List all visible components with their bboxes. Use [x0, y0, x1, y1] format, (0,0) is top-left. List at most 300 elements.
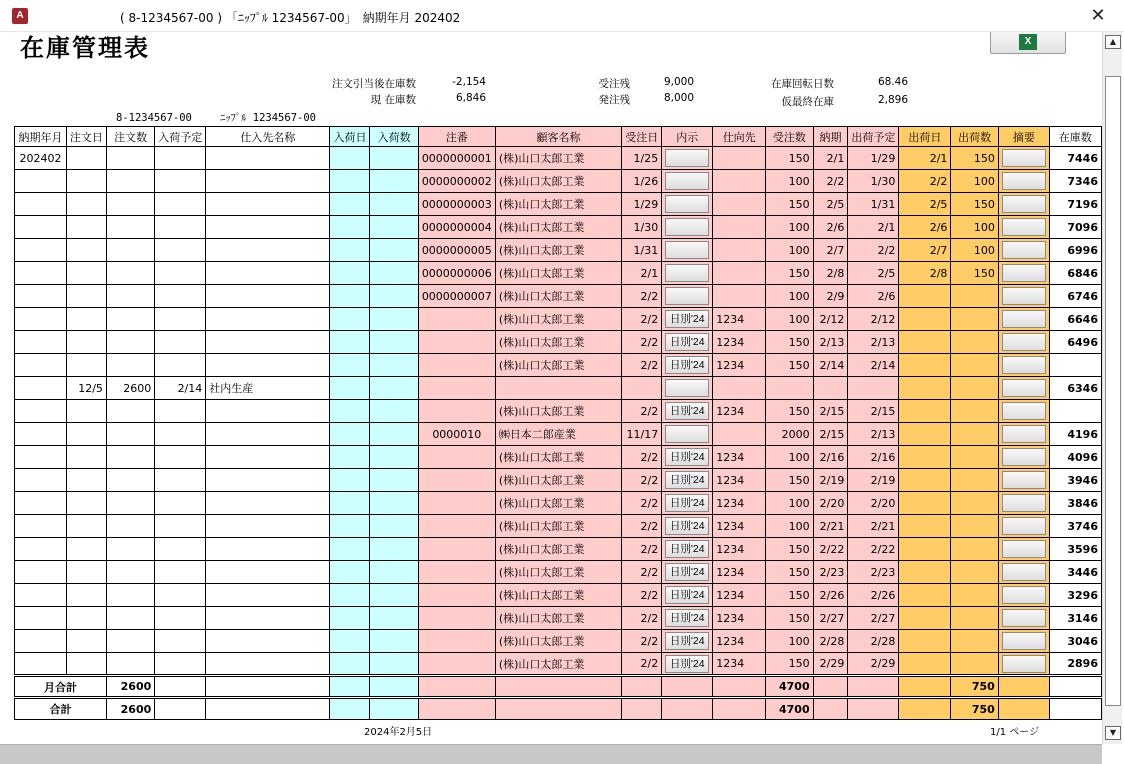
table-row — [15, 469, 1102, 492]
naiji-button[interactable] — [665, 379, 709, 397]
naiji-cell — [662, 446, 713, 469]
vertical-scrollbar[interactable] — [1102, 32, 1122, 744]
cell-stock: 2896 — [1049, 653, 1101, 676]
memo-cell — [998, 653, 1049, 676]
col-header: 仕向先 — [713, 127, 766, 147]
cell-jd: 2/2 — [622, 607, 662, 630]
cell-jq: 100 — [766, 446, 813, 469]
cell-chu — [418, 584, 495, 607]
col-header: 出荷数 — [951, 127, 998, 147]
cell-ym — [15, 584, 67, 607]
close-icon[interactable]: ✕ — [1090, 5, 1106, 26]
col-header: 注文日 — [66, 127, 106, 147]
naiji-cell — [662, 170, 713, 193]
empty-cell — [495, 698, 621, 720]
naiji-button[interactable] — [665, 195, 709, 213]
empty-cell — [418, 698, 495, 720]
naiji-button[interactable]: 日別'24 — [665, 586, 709, 604]
cell-ad — [330, 423, 370, 446]
naiji-button[interactable]: 日別'24 — [665, 310, 709, 328]
cell-od — [66, 607, 106, 630]
table-row — [15, 584, 1102, 607]
cell-ap — [155, 170, 206, 193]
naiji-button[interactable]: 日別'24 — [665, 563, 709, 581]
cell-sq — [951, 331, 998, 354]
memo-button[interactable] — [1002, 218, 1046, 236]
cell-ym — [15, 170, 67, 193]
cell-aq — [370, 239, 418, 262]
scroll-up-icon[interactable]: ▲ — [1105, 35, 1121, 49]
empty-cell — [622, 698, 662, 720]
cell-ym — [15, 193, 67, 216]
memo-button[interactable] — [1002, 494, 1046, 512]
memo-button[interactable] — [1002, 333, 1046, 351]
cell-dest: 1234 — [713, 584, 766, 607]
table-row — [15, 354, 1102, 377]
cell-stock: 6496 — [1049, 331, 1101, 354]
memo-button[interactable] — [1002, 586, 1046, 604]
table-row — [15, 561, 1102, 584]
cell-sd — [899, 492, 951, 515]
summary-value-order-backlog: 9,000 — [663, 76, 694, 88]
col-header: 在庫数 — [1049, 127, 1101, 147]
cell-aq — [370, 630, 418, 653]
cell-chu: 0000000002 — [418, 170, 495, 193]
cell-stock: 3146 — [1049, 607, 1101, 630]
cell-oq — [106, 193, 154, 216]
cell-stock: 3046 — [1049, 630, 1101, 653]
cell-od — [66, 446, 106, 469]
cell-dest — [713, 170, 766, 193]
cell-cust: (株)山口太郎工業 — [495, 446, 621, 469]
naiji-button[interactable] — [665, 241, 709, 259]
cell-sd: 2/5 — [899, 193, 951, 216]
cell-sup — [206, 354, 330, 377]
cell-ap — [155, 308, 206, 331]
memo-button[interactable] — [1002, 149, 1046, 167]
table-row — [15, 538, 1102, 561]
cell-sup — [206, 331, 330, 354]
memo-button[interactable] — [1002, 264, 1046, 282]
scroll-thumb[interactable] — [1105, 76, 1121, 706]
cell-oq — [106, 331, 154, 354]
empty-cell — [495, 676, 621, 698]
cell-sd — [899, 469, 951, 492]
cell-sq — [951, 285, 998, 308]
memo-cell — [998, 147, 1049, 170]
col-header: 注文数 — [106, 127, 154, 147]
cell-nouki: 2/23 — [813, 561, 848, 584]
cell-aq — [370, 515, 418, 538]
cell-chu: 0000000007 — [418, 285, 495, 308]
cell-sq: 100 — [951, 239, 998, 262]
cell-sy — [848, 377, 899, 400]
cell-sy: 2/21 — [848, 515, 899, 538]
table-row — [15, 308, 1102, 331]
naiji-button[interactable] — [665, 149, 709, 167]
cell-sup — [206, 446, 330, 469]
memo-button[interactable] — [1002, 356, 1046, 374]
cell-ym — [15, 377, 67, 400]
cell-stock: 3846 — [1049, 492, 1101, 515]
cell-sq — [951, 308, 998, 331]
naiji-button[interactable]: 日別'24 — [665, 540, 709, 558]
summary-label-provisional-final-stock: 仮最終在庫 — [781, 96, 834, 108]
memo-button[interactable] — [1002, 379, 1046, 397]
cell-nouki: 2/20 — [813, 492, 848, 515]
cell-oq — [106, 308, 154, 331]
naiji-button[interactable]: 日別'24 — [665, 517, 709, 535]
empty-cell — [713, 698, 766, 720]
col-header: 入荷数 — [370, 127, 418, 147]
col-header: 内示 — [662, 127, 713, 147]
cell-ad — [330, 331, 370, 354]
cell-stock: 6746 — [1049, 285, 1101, 308]
cell-ym — [15, 354, 67, 377]
cell-ym — [15, 607, 67, 630]
table-row — [15, 400, 1102, 423]
cell-sy: 2/1 — [848, 216, 899, 239]
cell-oq — [106, 446, 154, 469]
cell-ap — [155, 354, 206, 377]
cell-sd: 2/6 — [899, 216, 951, 239]
cell-sq: 100 — [951, 170, 998, 193]
cell-chu: 0000010 — [418, 423, 495, 446]
cell-nouki: 2/29 — [813, 653, 848, 676]
cell-cust: (株)山口太郎工業 — [495, 308, 621, 331]
cell-stock: 3746 — [1049, 515, 1101, 538]
cell-od: 12/5 — [66, 377, 106, 400]
cell-sup — [206, 170, 330, 193]
memo-button[interactable] — [1002, 517, 1046, 535]
cell-sy: 1/30 — [848, 170, 899, 193]
table-row — [15, 262, 1102, 285]
cell-od — [66, 653, 106, 676]
naiji-button[interactable] — [665, 425, 709, 443]
cell-jq: 100 — [766, 216, 813, 239]
memo-cell — [998, 377, 1049, 400]
cell-cust: (株)山口太郎工業 — [495, 492, 621, 515]
cell-sq — [951, 423, 998, 446]
cell-sup — [206, 469, 330, 492]
grand-total-received-qty: 4700 — [766, 698, 813, 720]
memo-cell — [998, 170, 1049, 193]
cell-sy: 2/27 — [848, 607, 899, 630]
cell-sy: 1/29 — [848, 147, 899, 170]
cell-jq: 100 — [766, 239, 813, 262]
cell-jd: 2/2 — [622, 331, 662, 354]
cell-dest: 1234 — [713, 515, 766, 538]
cell-sd — [899, 308, 951, 331]
cell-jq: 100 — [766, 492, 813, 515]
cell-od — [66, 170, 106, 193]
cell-nouki — [813, 377, 848, 400]
grand-total-row — [15, 698, 1102, 720]
cell-ap — [155, 147, 206, 170]
empty-cell — [662, 676, 713, 698]
cell-ad — [330, 607, 370, 630]
memo-button[interactable] — [1002, 471, 1046, 489]
memo-button[interactable] — [1002, 287, 1046, 305]
cell-jq: 150 — [766, 469, 813, 492]
table-row — [15, 515, 1102, 538]
table-row — [15, 239, 1102, 262]
cell-sq: 100 — [951, 216, 998, 239]
cell-nouki: 2/6 — [813, 216, 848, 239]
cell-ap — [155, 400, 206, 423]
cell-sy: 1/31 — [848, 193, 899, 216]
cell-stock: 4196 — [1049, 423, 1101, 446]
cell-ad — [330, 538, 370, 561]
cell-ap: 2/14 — [155, 377, 206, 400]
naiji-button[interactable]: 日別'24 — [665, 471, 709, 489]
cell-sq: 150 — [951, 262, 998, 285]
summary-label-order-backlog: 受注残 — [598, 78, 630, 90]
cell-sy: 2/16 — [848, 446, 899, 469]
cell-nouki: 2/5 — [813, 193, 848, 216]
memo-cell — [998, 285, 1049, 308]
naiji-cell — [662, 538, 713, 561]
empty-cell — [206, 676, 330, 698]
excel-export-button[interactable] — [990, 32, 1066, 54]
cell-sd — [899, 285, 951, 308]
cell-ap — [155, 469, 206, 492]
cell-cust: (株)山口太郎工業 — [495, 653, 621, 676]
print-date: 2024年2月5日 — [364, 727, 433, 738]
cell-cust: (株)山口太郎工業 — [495, 469, 621, 492]
cell-stock: 3596 — [1049, 538, 1101, 561]
cell-aq — [370, 492, 418, 515]
cell-jd: 1/26 — [622, 170, 662, 193]
naiji-button[interactable] — [665, 218, 709, 236]
cell-chu — [418, 630, 495, 653]
memo-button[interactable] — [1002, 655, 1046, 673]
cell-ad — [330, 308, 370, 331]
table-row — [15, 492, 1102, 515]
memo-button[interactable] — [1002, 632, 1046, 650]
cell-sd — [899, 446, 951, 469]
cell-sup — [206, 400, 330, 423]
cell-od — [66, 561, 106, 584]
cell-cust: ㈱日本二郎産業 — [495, 423, 621, 446]
cell-od — [66, 239, 106, 262]
naiji-button[interactable]: 日別'24 — [665, 333, 709, 351]
cell-ap — [155, 446, 206, 469]
memo-button[interactable] — [1002, 540, 1046, 558]
cell-jd: 2/2 — [622, 285, 662, 308]
cell-nouki: 2/21 — [813, 515, 848, 538]
memo-button[interactable] — [1002, 609, 1046, 627]
cell-dest: 1234 — [713, 331, 766, 354]
page-indicator: 1/1 ページ — [990, 727, 1040, 738]
cell-jq: 150 — [766, 354, 813, 377]
naiji-cell — [662, 584, 713, 607]
memo-button[interactable] — [1002, 448, 1046, 466]
cell-sup — [206, 607, 330, 630]
cell-sd — [899, 400, 951, 423]
memo-button[interactable] — [1002, 195, 1046, 213]
cell-aq — [370, 262, 418, 285]
cell-chu — [418, 400, 495, 423]
memo-cell — [998, 492, 1049, 515]
memo-button[interactable] — [1002, 241, 1046, 259]
cell-aq — [370, 446, 418, 469]
table-row — [15, 607, 1102, 630]
cell-sq — [951, 377, 998, 400]
empty-cell — [155, 698, 206, 720]
cell-jd: 2/2 — [622, 469, 662, 492]
cell-sq — [951, 515, 998, 538]
cell-ad — [330, 285, 370, 308]
cell-ym — [15, 308, 67, 331]
cell-dest — [713, 262, 766, 285]
cell-sq — [951, 607, 998, 630]
cell-dest: 1234 — [713, 446, 766, 469]
cell-sup: 社内生産 — [206, 377, 330, 400]
cell-cust: (株)山口太郎工業 — [495, 216, 621, 239]
cell-od — [66, 584, 106, 607]
cell-jq: 100 — [766, 308, 813, 331]
table-header-row — [15, 127, 1102, 147]
cell-sd — [899, 423, 951, 446]
summary-label-current-stock: 現 在庫数 — [370, 94, 416, 106]
cell-oq — [106, 561, 154, 584]
product-name: ﾆｯﾌﾟﾙ 1234567-00 — [220, 112, 316, 124]
naiji-button[interactable]: 日別'24 — [665, 448, 709, 466]
cell-ad — [330, 400, 370, 423]
memo-cell — [998, 354, 1049, 377]
cell-ym — [15, 653, 67, 676]
monthly-total-row — [15, 676, 1102, 698]
cell-sup — [206, 285, 330, 308]
naiji-button[interactable] — [665, 287, 709, 305]
cell-jq: 150 — [766, 193, 813, 216]
cell-sy: 2/13 — [848, 331, 899, 354]
naiji-button[interactable]: 日別'24 — [665, 609, 709, 627]
cell-aq — [370, 377, 418, 400]
naiji-button[interactable] — [665, 172, 709, 190]
naiji-button[interactable] — [665, 264, 709, 282]
cell-nouki: 2/19 — [813, 469, 848, 492]
empty-cell — [899, 698, 951, 720]
inventory-table — [14, 126, 1102, 720]
memo-button[interactable] — [1002, 402, 1046, 420]
col-header: 納期 — [813, 127, 848, 147]
cell-od — [66, 400, 106, 423]
summary-label-purchase-backlog: 発注残 — [598, 94, 630, 106]
cell-ad — [330, 239, 370, 262]
cell-sup — [206, 423, 330, 446]
cell-stock: 6846 — [1049, 262, 1101, 285]
cell-ym — [15, 262, 67, 285]
cell-sy: 2/20 — [848, 492, 899, 515]
cell-oq — [106, 423, 154, 446]
cell-dest — [713, 285, 766, 308]
naiji-cell — [662, 147, 713, 170]
cell-chu — [418, 492, 495, 515]
cell-ad — [330, 653, 370, 676]
cell-cust: (株)山口太郎工業 — [495, 630, 621, 653]
cell-ap — [155, 492, 206, 515]
col-header: 仕入先名称 — [206, 127, 330, 147]
table-row — [15, 446, 1102, 469]
cell-chu: 0000000003 — [418, 193, 495, 216]
cell-oq — [106, 630, 154, 653]
cell-jq: 150 — [766, 262, 813, 285]
cell-ap — [155, 262, 206, 285]
cell-dest — [713, 147, 766, 170]
summary-label-turnover-days: 在庫回転日数 — [771, 78, 834, 90]
cell-od — [66, 492, 106, 515]
cell-nouki: 2/1 — [813, 147, 848, 170]
cell-sy: 2/19 — [848, 469, 899, 492]
cell-sy: 2/6 — [848, 285, 899, 308]
naiji-button[interactable]: 日別'24 — [665, 356, 709, 374]
cell-sup — [206, 515, 330, 538]
cell-cust: (株)山口太郎工業 — [495, 538, 621, 561]
naiji-button[interactable]: 日別'24 — [665, 494, 709, 512]
cell-od — [66, 515, 106, 538]
cell-ad — [330, 147, 370, 170]
memo-button[interactable] — [1002, 425, 1046, 443]
cell-sy: 2/12 — [848, 308, 899, 331]
cell-aq — [370, 216, 418, 239]
cell-sup — [206, 308, 330, 331]
naiji-cell — [662, 492, 713, 515]
cell-oq — [106, 492, 154, 515]
cell-sq — [951, 354, 998, 377]
naiji-cell — [662, 515, 713, 538]
cell-dest — [713, 193, 766, 216]
naiji-cell — [662, 423, 713, 446]
memo-button[interactable] — [1002, 172, 1046, 190]
naiji-button[interactable]: 日別'24 — [665, 655, 709, 673]
cell-dest — [713, 239, 766, 262]
cell-stock — [1049, 354, 1101, 377]
table-row — [15, 170, 1102, 193]
cell-cust: (株)山口太郎工業 — [495, 239, 621, 262]
cell-od — [66, 308, 106, 331]
cell-jq: 100 — [766, 170, 813, 193]
cell-sup — [206, 492, 330, 515]
cell-nouki: 2/15 — [813, 423, 848, 446]
naiji-cell — [662, 354, 713, 377]
table-row — [15, 331, 1102, 354]
product-subheader — [116, 110, 338, 125]
horizontal-scrollbar[interactable] — [0, 744, 1102, 764]
cell-cust: (株)山口太郎工業 — [495, 515, 621, 538]
cell-nouki: 2/7 — [813, 239, 848, 262]
naiji-button[interactable]: 日別'24 — [665, 632, 709, 650]
naiji-button[interactable]: 日別'24 — [665, 402, 709, 420]
cell-aq — [370, 469, 418, 492]
cell-sd — [899, 653, 951, 676]
memo-cell — [998, 308, 1049, 331]
cell-ym: 202402 — [15, 147, 67, 170]
memo-button[interactable] — [1002, 310, 1046, 328]
table-row — [15, 193, 1102, 216]
memo-cell — [998, 561, 1049, 584]
cell-sup — [206, 147, 330, 170]
memo-button[interactable] — [1002, 563, 1046, 581]
memo-cell — [998, 239, 1049, 262]
memo-cell — [998, 630, 1049, 653]
cell-aq — [370, 308, 418, 331]
cell-jq: 150 — [766, 538, 813, 561]
scroll-down-icon[interactable]: ▼ — [1105, 726, 1121, 740]
summary-value-turnover-days: 68.46 — [877, 76, 908, 88]
cell-jd: 2/2 — [622, 492, 662, 515]
